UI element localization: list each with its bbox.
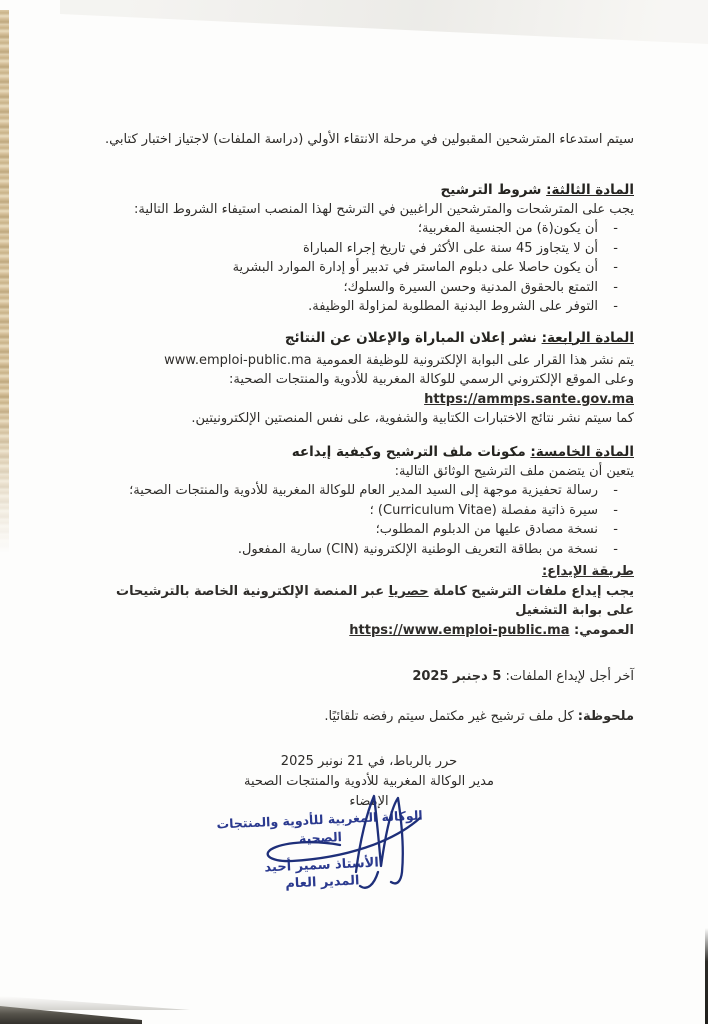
deadline-label: آخر أجل لإيداع الملفات: xyxy=(505,669,634,684)
article4-heading-text: نشر إعلان المباراة والإعلان عن النتائج xyxy=(284,329,537,346)
signatory-title-line: مدير الوكالة المغربية للأدوية والمنتجات الصحية xyxy=(244,774,494,789)
emploi-public-url: www.emploi-public.ma xyxy=(164,352,312,368)
article5-heading-label: المادة الخامسة: xyxy=(530,443,634,460)
article4-heading xyxy=(104,328,634,348)
article3-conditions-list xyxy=(104,219,634,317)
stamp-agency-line1: الوكالة المغربية للأدوية والمنتجات xyxy=(216,807,423,832)
condition-item: - التوفر على الشروط البدنية المطلوبة لمزاولة الوظيفة. xyxy=(104,297,634,317)
place-date-line: حرر بالرباط، في 21 نونبر 2025 xyxy=(280,754,458,769)
document-item: - نسخة مصادق عليها من الدبلوم المطلوب؛ xyxy=(104,520,634,540)
article4-heading-label: المادة الرابعة: xyxy=(541,329,634,346)
article4-publication-line xyxy=(104,351,634,371)
stamp-director-role: المدير العام xyxy=(285,873,360,892)
article3-lead: يجب على المترشحات والمترشحين الراغبين في الترشح لهذا المنصب استيفاء الشروط التالية: xyxy=(133,201,634,217)
condition-item: - أن يكون حاصلا على دبلوم الماستر في تدبير أو إدارة الموارد البشرية xyxy=(104,258,634,278)
article5-heading xyxy=(104,442,634,462)
stamp-agency-line2: الصحية xyxy=(298,829,343,846)
note-label: ملحوظة: xyxy=(577,708,634,724)
document-item: - سيرة ذاتية مفصلة (Curriculum Vitae) ؛ xyxy=(104,501,634,521)
table-edge-shadow xyxy=(0,996,190,1010)
handwritten-signature xyxy=(228,788,458,918)
condition-item: - التمتع بالحقوق المدنية وحسن السيرة والسلوك؛ xyxy=(104,278,634,298)
deposit-method-line xyxy=(104,582,634,621)
document-item: - نسخة من بطاقة التعريف الوطنية الإلكترونية (CIN) سارية المفعول. xyxy=(104,540,634,560)
note-line xyxy=(104,707,634,727)
wood-table-edge xyxy=(0,10,9,570)
deposit-exclusive-word: حصريا xyxy=(388,583,429,599)
ammps-url: https://ammps.sante.gov.ma xyxy=(424,391,634,407)
publication-text: يتم نشر هذا القرار على البوابة الإلكترونية للوظيفة العمومية xyxy=(315,352,634,368)
deposit-url-label: العمومي: xyxy=(574,622,634,638)
intro-paragraph: سيتم استدعاء المترشحين المقبولين في مرحلة الانتقاء الأولي (دراسة الملفات) لاجتياز اختبار كتابي. xyxy=(104,132,634,147)
note-text: كل ملف ترشيح غير مكتمل سيتم رفضه تلقائيًا. xyxy=(324,708,574,724)
deposit-text-after: عبر المنصة الإلكترونية الخاصة بالترشيحات على بوابة التشغيل xyxy=(116,583,634,618)
deposit-text-before: يجب إيداع ملفات الترشيح كاملة xyxy=(433,583,634,599)
condition-item: - أن يكون(ة) من الجنسية المغربية؛ xyxy=(104,219,634,239)
emploi-public-full-url: https://www.emploi-public.ma xyxy=(349,622,570,638)
stamp-director-name: الأستاذ سمير أحيد xyxy=(264,855,380,876)
article5-documents-list xyxy=(104,481,634,559)
deadline-date: 5 دجنبر 2025 xyxy=(412,669,502,684)
ammps-url-line xyxy=(104,390,634,410)
signature-label: الإمضاء xyxy=(349,794,389,809)
deadline-line xyxy=(104,667,634,687)
article3-heading-label: المادة الثالثة: xyxy=(546,181,634,198)
document-item: - رسالة تحفيزية موجهة إلى السيد المدير العام للوكالة المغربية للأدوية والمنتجات الصحية؛ xyxy=(104,481,634,501)
article3-heading xyxy=(104,180,634,200)
article3-heading-text: شروط الترشيح xyxy=(440,181,542,198)
article5-heading-text: مكونات ملف الترشيح وكيفية إيداعه xyxy=(291,443,526,460)
article4-site-line: وعلى الموقع الإلكتروني الرسمي للوكالة المغربية للأدوية والمنتجات الصحية: xyxy=(229,372,634,387)
article4-results-line: كما سيتم نشر نتائج الاختبارات الكتابية والشفوية، على نفس المنصتين الإلكترونيتين. xyxy=(191,411,634,426)
document-content xyxy=(104,0,634,812)
condition-item: - أن لا يتجاوز 45 سنة على الأكثر في تاريخ إجراء المباراة xyxy=(104,239,634,259)
article5-lead: يتعين أن يتضمن ملف الترشيح الوثائق التالية: xyxy=(394,463,634,479)
deposit-method-heading: طريقة الإيداع: xyxy=(541,564,634,579)
deposit-url-line xyxy=(104,621,634,641)
